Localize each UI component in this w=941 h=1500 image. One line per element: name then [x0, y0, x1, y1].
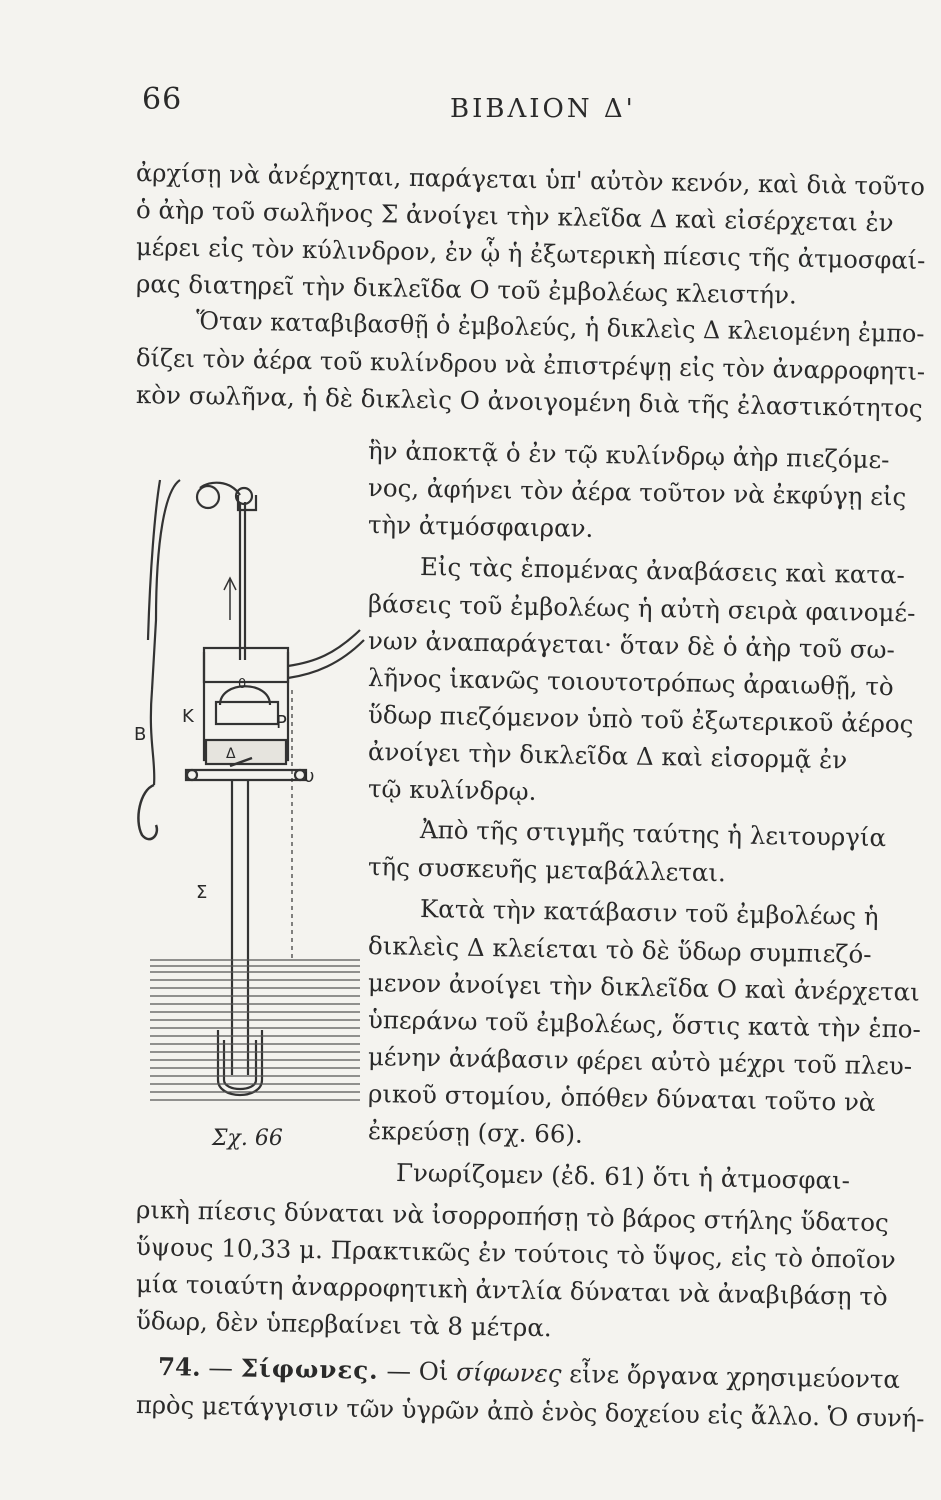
suction-pump-figure — [120, 440, 370, 1130]
handle-link — [200, 483, 240, 495]
spout-inner — [288, 640, 364, 678]
section-dash: — — [208, 1352, 234, 1383]
label-delta: Δ — [226, 746, 236, 762]
spout-outer — [288, 630, 360, 666]
text-line: μέρει εἰς τὸν κύλινδρον, ἐν ᾧ ἡ ἐξωτερικὴ πίεσις τῆς ἀτμοσφαί- — [135, 232, 926, 275]
text-line: ὑπεράνω τοῦ ἐμβολέως, ὅστις κατὰ τὴν ἑπο- — [367, 1005, 922, 1044]
text-line: μενον ἀνοίγει τὴν δικλεῖδα Ο καὶ ἀνέρχεται — [367, 968, 921, 1007]
cylinder-flange — [186, 770, 306, 780]
section-title: Σίφωνες. — [240, 1353, 379, 1385]
text-line: τὴν ἀτμόσφαιραν. — [367, 510, 594, 543]
handle-hook — [138, 785, 156, 839]
section-rest: εἶνε ὄργανα χρησιμεύοντα — [569, 1359, 901, 1394]
text-line: Κατὰ τὴν κατάβασιν τοῦ ἐμβολέως ἡ — [419, 894, 879, 932]
text-line: τῆς συσκευῆς μεταβάλλεται. — [367, 852, 727, 888]
text-line: μένην ἀνάβασιν φέρει αὐτὸ μέχρι τοῦ πλευ- — [367, 1042, 913, 1081]
label-p: P — [276, 712, 287, 733]
text-line: Ὅταν καταβιβασθῇ ὁ ἐμβολεύς, ἡ δικλεὶς Δ κλειομένη ἐμπο- — [195, 306, 925, 349]
section-number: 74. — [157, 1352, 201, 1382]
label-sigma: Σ — [196, 882, 208, 903]
section-dash-2: — Οἱ — [386, 1355, 449, 1387]
text-line: ὕδωρ, δὲν ὑπερβαίνει τὰ 8 μέτρα. — [135, 1306, 552, 1343]
text-line: ρας διατηρεῖ τὴν δικλεῖδα Ο τοῦ ἐμβολέως κλειστήν. — [135, 269, 798, 310]
text-line: ἐκρεύσῃ (σχ. 66). — [367, 1116, 584, 1149]
section-heading-line — [158, 1352, 901, 1395]
page-number: 66 — [142, 82, 183, 117]
text-line: βάσεις τοῦ ἐμβολέως ἡ αὐτὴ σειρὰ φαινομέ- — [367, 589, 916, 628]
text-line: κὸν σωλῆνα, ἡ δὲ δικλεὶς Ο ἀνοιγομένη διὰ τῆς ἐλαστικότητος — [135, 380, 923, 423]
label-o: 0 — [238, 677, 247, 692]
text-line: πρὸς μετάγγισιν τῶν ὑγρῶν ἀπὸ ἑνὸς δοχείου εἰς ἄλλο. Ὁ συνή- — [135, 1390, 925, 1433]
text-line: ὕψους 10,33 μ. Πρακτικῶς ἐν τούτοις τὸ ὕψος, εἰς τὸ ὁποῖον — [135, 1232, 896, 1275]
text-line: ἀρχίσῃ νὰ ἀνέρχηται, παράγεται ὑπ' αὐτὸν κενόν, καὶ διὰ τοῦτο — [135, 158, 926, 201]
text-line: ἀνοίγει τὴν δικλεῖδα Δ καὶ εἰσορμᾷ ἐν — [367, 737, 848, 775]
handle-pivot — [197, 486, 219, 508]
text-line: ὁ ἀὴρ τοῦ σωλῆνος Σ ἀνοίγει τὴν κλεῖδα Δ καὶ εἰσέρχεται ἐν — [135, 195, 894, 238]
text-line: Ἀπὸ τῆς στιγμῆς ταύτης ἡ λειτουργία — [419, 815, 887, 853]
label-b: B — [134, 724, 147, 745]
text-line: δίζει τὸν ἀέρα τοῦ κυλίνδρου νὰ ἐπιστρέψῃ εἰς τὸν ἀναρροφητι- — [135, 343, 926, 386]
text-line: λῆνος ἱκανῶς τοιουτοτρόπως ἀραιωθῇ, τὸ — [367, 663, 894, 702]
section-term: σίφωνες — [456, 1357, 562, 1389]
running-title: ΒΙΒΛΙΟΝ Δ' — [450, 94, 636, 124]
text-line: νος, ἀφήνει τὸν ἀέρα τοῦτον νὰ ἐκφύγῃ εἰς — [367, 473, 907, 512]
label-u: υ — [304, 766, 315, 787]
figure-caption: Σχ. 66 — [212, 1126, 283, 1151]
text-line: δικλεὶς Δ κλείεται τὸ δὲ ὕδωρ συμπιεζό- — [367, 931, 872, 969]
text-line: ὕδωρ πιεζόμενον ὑπὸ τοῦ ἐξωτερικοῦ ἀέρος — [367, 700, 914, 739]
text-line: ἣν ἀποκτᾷ ὁ ἐν τῷ κυλίνδρῳ ἀὴρ πιεζόμε- — [367, 436, 890, 475]
text-line: νων ἀναπαράγεται· ὅταν δὲ ὁ ἀὴρ τοῦ σω- — [367, 626, 896, 665]
text-line: μία τοιαύτη ἀναρροφητικὴ ἀντλία δύναται νὰ ἀναβιβάσῃ τὸ — [135, 1269, 888, 1312]
text-line: τῷ κυλίνδρῳ. — [367, 774, 537, 806]
text-line: ρικοῦ στομίου, ὁπόθεν δύναται τοῦτο νὰ — [367, 1079, 876, 1117]
piston — [216, 702, 278, 724]
text-line: ρικὴ πίεσις δύναται νὰ ἰσορροπήσῃ τὸ βάρος στήλης ὕδατος — [135, 1195, 889, 1238]
text-line: Γνωρίζομεν (ἐδ. 61) ὅτι ἡ ἀτμοσφαι- — [395, 1158, 851, 1195]
text-line: Εἰς τὰς ἑπομένας ἀναβάσεις καὶ κατα- — [419, 552, 906, 590]
label-k: K — [182, 706, 194, 727]
